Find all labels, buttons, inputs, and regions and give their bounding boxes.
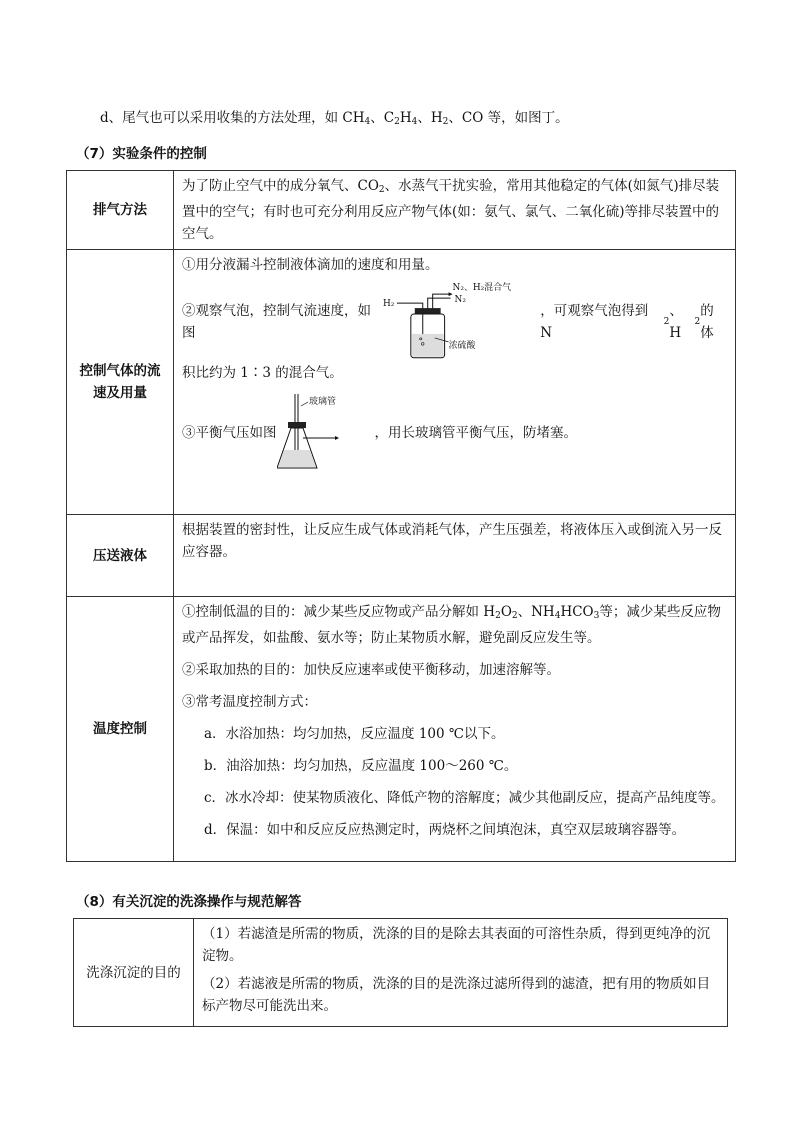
intro-text: H — [399, 110, 412, 126]
section7-title: （7）实验条件的控制 — [76, 146, 207, 162]
subscript: 2 — [663, 317, 670, 327]
washing-point-1: （1）若滤渣是所需的物质，洗涤的目的是除去其表面的可溶性杂质，得到更纯净的沉淀物。 — [202, 926, 711, 964]
intro-text: 、H — [417, 110, 443, 126]
temp-point-2: ②采取加热的目的：加快反应速率或使平衡移动，加速溶解等。 — [182, 662, 560, 678]
row-content-temperature — [174, 597, 736, 862]
subscript: 4 — [364, 117, 371, 127]
row-content-exhaust — [174, 171, 736, 250]
washing-point-2: （2）若滤液是所需的物质，洗涤的目的是洗涤过滤所得到的滤渣，把有用的物质如目标产物尽可能洗出来。 — [202, 976, 711, 1014]
flow-point-2-cont: 积比约为 1∶3 的混合气。 — [182, 365, 343, 381]
experiment-conditions-table — [66, 170, 736, 862]
precipitate-washing-table — [73, 918, 728, 1027]
table-row — [67, 515, 736, 597]
cell-text: 、H — [669, 303, 683, 341]
table-row — [67, 597, 736, 862]
row-content-flow — [174, 250, 736, 515]
temp-point-1 — [182, 601, 727, 649]
fig1-label-mix: N₂、H₂混合气 — [452, 283, 512, 294]
subscript: 2 — [511, 611, 518, 621]
subscript: 2 — [394, 117, 400, 127]
row-header-pressure: 压送液体 — [67, 515, 174, 597]
cell-text: 为了防止空气中的成分氧气、CO — [182, 178, 379, 194]
table-row — [74, 919, 728, 1027]
subscript: 2 — [378, 185, 385, 195]
intro-text: d、尾气也可以采用收集的方法处理，如 CH — [100, 110, 365, 126]
row-header-exhaust: 排气方法 — [67, 171, 174, 250]
table-row — [67, 171, 736, 250]
cell-text: 、水蒸气干扰实验，常用其他稳定的气体(如氮气)排尽装置中的空气；有时也可充分利用反应产物气体(如：氨气、氯气、二氧化硫)等排尽装置中的空气。 — [182, 178, 720, 242]
gas-washing-bottle-figure — [383, 282, 532, 362]
cell-text: ②观察气泡，控制气流速度，如图 — [182, 303, 371, 341]
cell-text: ，用长玻璃管平衡气压，防堵塞。 — [374, 425, 577, 441]
subscript: 2 — [442, 117, 449, 127]
subscript: 2 — [495, 611, 501, 621]
temp-point-3: ③常考温度控制方式： — [182, 694, 317, 710]
flow-point-3 — [182, 392, 727, 474]
fig1-label-h2: H₂ — [383, 299, 395, 310]
flow-point-2 — [182, 282, 727, 362]
temp-method-d: d．保温：如中和反应反应热测定时，两烧杯之间填泡沫，真空双层玻璃容器等。 — [204, 822, 686, 838]
fig2-label-tube: 玻璃管 — [308, 397, 336, 407]
subscript: 4 — [554, 611, 561, 621]
cell-text: HCO — [560, 604, 594, 620]
fig1-label-n2: N₂ — [454, 295, 467, 306]
temp-method-c: c．冰水冷却：使某物质液化、降低产物的溶解度；减少其他副反应，提高产品纯度等。 — [204, 790, 725, 806]
temp-method-b: b．油浴加热：均匀加热，反应温度 100～260 ℃。 — [204, 758, 518, 774]
flow-point-1: ①用分液漏斗控制液体滴加的速度和用量。 — [182, 257, 439, 273]
subscript: 3 — [593, 611, 600, 621]
subscript: 2 — [694, 317, 701, 327]
temp-method-a: a．水浴加热：均匀加热，反应温度 100 ℃以下。 — [204, 726, 505, 742]
row-header-flow: 控制气体的流速及用量 — [67, 250, 174, 515]
section8-title: （8）有关沉淀的洗涤操作与规范解答 — [76, 894, 302, 910]
subscript: 4 — [411, 117, 418, 127]
row-content-pressure: 根据装置的密封性，让反应生成气体或消耗气体，产生压强差，将液体压入或倒流入另一反应容器。 — [174, 515, 736, 597]
cell-text: O — [500, 604, 512, 620]
cell-text: 等；减少某些反应物或产品挥发，如盐酸、氨水等；防止某物质水解，避免副反应发生等。 — [182, 604, 721, 646]
intro-text: 、CO 等，如图丁。 — [448, 110, 569, 126]
cell-text: 、NH — [517, 604, 555, 620]
cell-text: ③平衡气压如图 — [182, 425, 277, 441]
intro-line — [100, 106, 569, 127]
cell-text: ，可观察气泡得到 N — [540, 303, 649, 341]
row-header-washing: 洗涤沉淀的目的 — [74, 919, 194, 1027]
cell-text: ①控制低温的目的：减少某些反应物或产品分解如 H — [182, 604, 496, 620]
pressure-balance-flask-figure — [277, 392, 369, 474]
table-row — [67, 250, 736, 515]
row-content-washing — [194, 919, 728, 1027]
fig1-label-acid: 浓硫酸 — [448, 340, 476, 351]
intro-text: 、C — [370, 110, 395, 126]
row-header-temperature: 温度控制 — [67, 597, 174, 862]
cell-text: 的体 — [700, 303, 714, 341]
